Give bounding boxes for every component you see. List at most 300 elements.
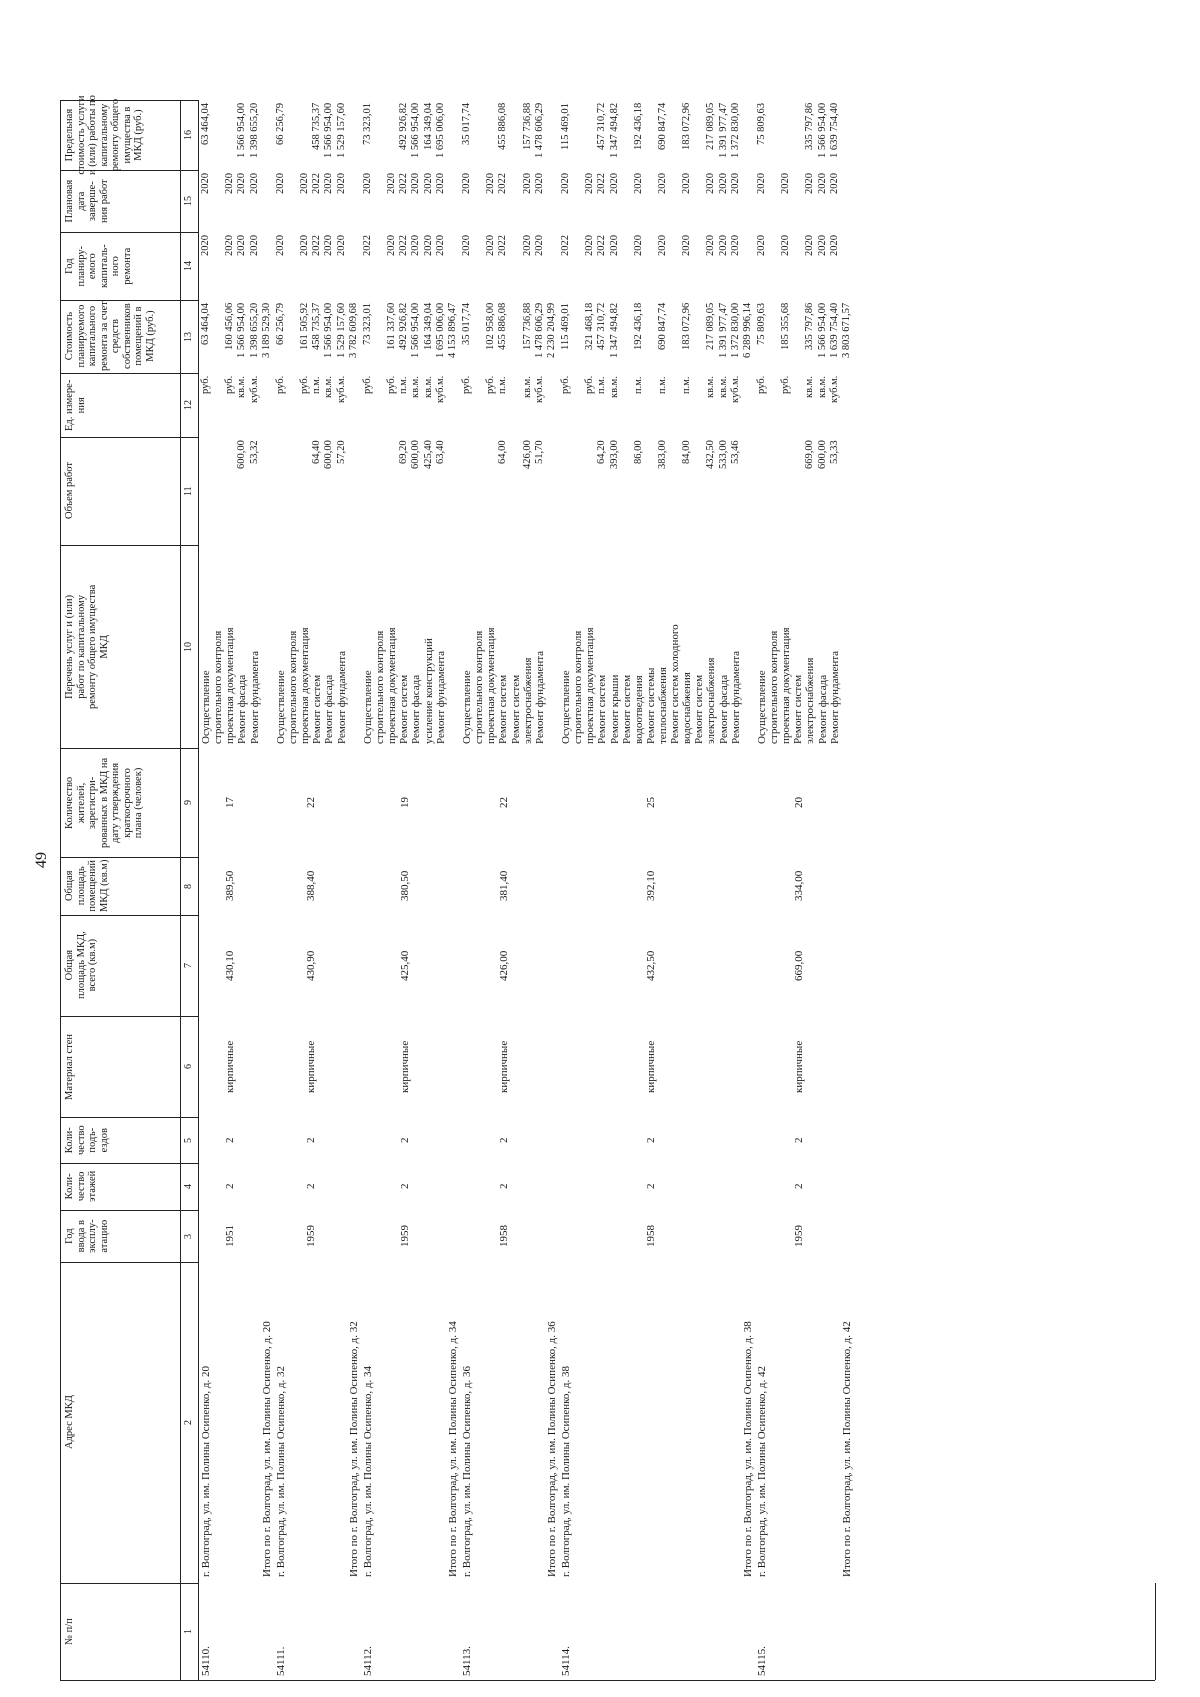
work-cost: 161 337,60 <box>386 303 397 351</box>
work-year: 2022 <box>361 235 373 256</box>
work-volume: 432,50 <box>705 440 717 469</box>
work-volume: 600,00 <box>236 440 248 469</box>
work-year: 2020 <box>533 235 545 256</box>
house-entrances: 2 <box>645 1137 657 1143</box>
column-number-3: 3 <box>183 1233 194 1239</box>
work-year: 2020 <box>335 235 347 256</box>
column-number-13: 13 <box>183 331 194 342</box>
house-entrances: 2 <box>304 1137 317 1143</box>
work-limit-cost: 115 469,01 <box>560 103 571 150</box>
work-name: Ремонт фундамента <box>434 650 447 744</box>
work-unit: руб. <box>361 376 373 395</box>
work-volume: 600,00 <box>410 440 422 469</box>
header-1: № п/п <box>64 1618 75 1645</box>
work-year: 2022 <box>311 235 323 256</box>
work-unit: п.м. <box>311 376 323 394</box>
work-name: Осуществление строительного контроля <box>756 630 780 744</box>
house-wall-material: кирпичные <box>498 1040 510 1093</box>
work-unit: куб.м. <box>828 376 840 404</box>
work-name: усиление конструкций <box>422 638 435 744</box>
work-limit-cost: 1 566 954,00 <box>236 103 248 159</box>
work-unit: кв.м. <box>323 376 335 398</box>
work-limit-cost: 75 809,63 <box>756 103 767 145</box>
work-cost: 1 398 655,20 <box>248 303 260 359</box>
table-rule <box>60 545 198 546</box>
work-year: 2022 <box>398 235 410 256</box>
house-area-total: 430,10 <box>224 950 236 981</box>
table-rule <box>60 748 198 749</box>
work-name: проектная документация <box>386 627 398 744</box>
work-unit: руб. <box>386 376 397 395</box>
house-floors: 2 <box>304 1183 317 1190</box>
table-rule <box>60 1163 198 1164</box>
house-entrances: 2 <box>398 1137 411 1143</box>
work-cost: 457 310,72 <box>596 303 608 351</box>
header-7: Общая площадь МКД, всего (кв.м) <box>64 931 98 1000</box>
house-entrances: 2 <box>498 1137 510 1143</box>
work-volume: 64,00 <box>497 440 509 464</box>
work-end-date: 2020 <box>828 173 840 194</box>
work-limit-cost: 157 736,88 <box>521 103 533 151</box>
work-end-date: 2020 <box>461 173 472 194</box>
work-unit: руб. <box>299 376 310 395</box>
work-volume: 64,20 <box>596 440 608 464</box>
work-year: 2020 <box>410 235 422 256</box>
total-label: Итого по г. Волгоград, ул. им. Полины Осипенко, д. 36 <box>546 1321 558 1577</box>
work-cost: 1 566 954,00 <box>410 303 422 359</box>
work-end-date: 2022 <box>497 173 509 194</box>
header-2: Адрес МКД <box>64 1395 75 1450</box>
header-8: Общая площадь помещений МКД (кв.м) <box>64 859 110 913</box>
work-volume: 69,20 <box>398 440 410 464</box>
work-unit: руб. <box>756 376 767 395</box>
column-number-4: 4 <box>183 1184 194 1189</box>
work-limit-cost: 164 349,04 <box>422 103 434 151</box>
house-wall-material: кирпичные <box>224 1040 236 1093</box>
house-floors: 2 <box>498 1183 510 1190</box>
house-area-rooms: 392,10 <box>645 870 657 902</box>
house-wall-material: кирпичные <box>645 1040 657 1093</box>
work-cost: 1 372 830,00 <box>729 303 741 359</box>
total-label: Итого по г. Волгоград, ул. им. Полины Осипенко, д. 38 <box>742 1321 754 1577</box>
work-year: 2020 <box>422 235 434 256</box>
work-name: Ремонт фундамента <box>533 650 546 744</box>
header-9: Количество жителей, зарегистри- рованных в МКД на дату утверждения краткосрочного плана (человек) <box>64 757 144 848</box>
work-year: 2020 <box>780 235 792 256</box>
work-limit-cost: 335 797,86 <box>804 103 816 151</box>
work-unit: п.м. <box>657 376 668 394</box>
work-year: 2022 <box>596 235 608 256</box>
work-year: 2020 <box>608 235 620 256</box>
table-rule <box>60 915 198 916</box>
total-label: Итого по г. Волгоград, ул. им. Полины Осипенко, д. 42 <box>841 1321 853 1577</box>
work-end-date: 2020 <box>705 173 717 194</box>
work-volume: 600,00 <box>816 440 828 469</box>
column-number-6: 6 <box>183 1064 194 1069</box>
work-end-date: 2020 <box>816 173 828 194</box>
house-floors: 2 <box>224 1183 236 1190</box>
work-year: 2020 <box>386 235 397 256</box>
work-name: Осуществление строительного контроля <box>560 630 584 744</box>
work-name: Ремонт систем электроснабжения <box>693 657 718 744</box>
total-cost: 6 289 996,14 <box>742 303 753 359</box>
work-end-date: 2020 <box>657 173 668 194</box>
house-area-total: 425,40 <box>398 950 411 981</box>
row-number: 54112. <box>361 1646 374 1676</box>
work-end-date: 2020 <box>434 173 446 194</box>
work-limit-cost: 1 398 655,20 <box>248 103 260 159</box>
work-cost: 492 926,82 <box>398 303 410 351</box>
work-name: Ремонт систем <box>596 674 609 744</box>
work-cost: 161 505,92 <box>299 303 310 351</box>
work-name: проектная документация <box>485 627 498 744</box>
work-unit: кв.м. <box>236 376 248 398</box>
work-end-date: 2020 <box>632 173 644 194</box>
house-area-rooms: 334,00 <box>793 870 805 902</box>
work-volume: 53,46 <box>729 440 741 464</box>
work-cost: 75 809,63 <box>756 303 767 345</box>
work-cost: 1 529 157,60 <box>335 303 347 359</box>
header-10: Перечень услуг и (или) работ по капитальному ремонту общего имущества МКД <box>64 584 110 709</box>
work-end-date: 2020 <box>681 173 693 194</box>
work-cost: 164 349,04 <box>422 303 434 351</box>
house-year: 1958 <box>645 1225 657 1247</box>
column-number-14: 14 <box>183 261 194 271</box>
work-limit-cost: 492 926,82 <box>398 103 410 151</box>
table-rule <box>60 1680 1155 1681</box>
header-4: Коли- чество этажей <box>64 1170 98 1203</box>
work-cost: 1 566 954,00 <box>816 303 828 359</box>
house-entrances: 2 <box>224 1137 236 1143</box>
column-number-12: 12 <box>183 400 194 410</box>
total-cost: 3 803 671,57 <box>841 303 852 359</box>
work-limit-cost: 183 072,96 <box>681 103 693 151</box>
address: г. Волгоград, ул. им. Полины Осипенко, д. 36 <box>461 1366 473 1577</box>
work-year: 2020 <box>224 235 236 256</box>
work-name: Ремонт систем <box>311 674 324 744</box>
house-wall-material: кирпичные <box>304 1040 317 1093</box>
column-number-7: 7 <box>183 963 194 968</box>
work-limit-cost: 457 310,72 <box>596 103 608 151</box>
work-end-date: 2020 <box>560 173 571 194</box>
header-14: Год планиру- емого капиталь- ного ремонта <box>64 244 133 288</box>
work-cost: 1 347 494,82 <box>608 303 620 359</box>
work-name: Ремонт систем холодного водоснабжения <box>669 624 694 744</box>
work-volume: 64,40 <box>311 440 323 464</box>
work-unit: кв.м. <box>816 376 828 398</box>
work-name: Ремонт систем <box>497 674 510 744</box>
work-volume: 57,20 <box>335 440 347 464</box>
work-year: 2020 <box>299 235 310 256</box>
house-year: 1958 <box>498 1225 510 1247</box>
work-cost: 66 256,79 <box>274 303 286 345</box>
total-cost: 3 189 529,30 <box>260 303 272 359</box>
work-end-date: 2020 <box>717 173 729 194</box>
work-end-date: 2020 <box>533 173 545 194</box>
column-number-2: 2 <box>183 1420 194 1425</box>
work-name: Ремонт фасада <box>323 674 336 744</box>
work-year: 2020 <box>485 235 497 256</box>
work-end-date: 2020 <box>756 173 767 194</box>
work-unit: кв.м. <box>410 376 422 398</box>
total-label: Итого по г. Волгоград, ул. им. Полины Осипенко, д. 34 <box>447 1321 459 1577</box>
work-end-date: 2022 <box>398 173 410 194</box>
work-name: Осуществление строительного контроля <box>461 630 485 744</box>
work-volume: 426,00 <box>521 440 533 469</box>
work-unit: руб. <box>584 376 596 395</box>
work-limit-cost: 217 089,05 <box>705 103 717 151</box>
work-end-date: 2020 <box>608 173 620 194</box>
work-unit: п.м. <box>632 376 644 394</box>
work-unit: кв.м. <box>717 376 729 398</box>
row-number: 54113. <box>461 1646 473 1676</box>
total-cost: 3 782 609,68 <box>347 303 359 359</box>
work-end-date: 2020 <box>274 173 286 194</box>
work-volume: 63,40 <box>434 440 446 464</box>
work-name: Ремонт фасада <box>717 674 730 744</box>
work-name: Ремонт фундамента <box>729 650 742 744</box>
work-limit-cost: 73 323,01 <box>361 103 373 145</box>
house-wall-material: кирпичные <box>793 1040 805 1093</box>
work-limit-cost: 690 847,74 <box>657 103 668 151</box>
work-name: Ремонт системы теплоснабжения <box>645 667 669 744</box>
column-number-15: 15 <box>183 196 194 206</box>
work-end-date: 2020 <box>361 173 373 194</box>
work-end-date: 2020 <box>729 173 741 194</box>
work-unit: кв.м. <box>705 376 717 398</box>
work-year: 2020 <box>434 235 446 256</box>
work-year: 2022 <box>560 235 571 256</box>
work-volume: 600,00 <box>323 440 335 469</box>
work-volume: 383,00 <box>657 440 668 469</box>
house-area-total: 426,00 <box>498 950 510 981</box>
address: г. Волгоград, ул. им. Полины Осипенко, д. 32 <box>274 1366 287 1577</box>
house-residents: 17 <box>224 797 236 808</box>
work-end-date: 2020 <box>236 173 248 194</box>
work-year: 2020 <box>816 235 828 256</box>
house-area-rooms: 380,50 <box>398 870 411 902</box>
work-end-date: 2020 <box>248 173 260 194</box>
work-cost: 63 464,04 <box>200 303 211 345</box>
work-unit: руб. <box>200 376 211 395</box>
work-end-date: 2020 <box>584 173 596 194</box>
house-residents: 22 <box>304 797 317 808</box>
table-rule <box>60 1583 198 1584</box>
address: г. Волгоград, ул. им. Полины Осипенко, д. 38 <box>560 1366 572 1577</box>
work-end-date: 2022 <box>596 173 608 194</box>
house-area-rooms: 389,50 <box>224 870 236 902</box>
work-year: 2022 <box>497 235 509 256</box>
work-limit-cost: 455 886,08 <box>497 103 509 151</box>
work-name: проектная документация <box>224 627 237 744</box>
table-rule <box>60 857 198 858</box>
work-cost: 321 468,18 <box>584 303 596 351</box>
work-end-date: 2020 <box>521 173 533 194</box>
table-rule <box>60 373 198 374</box>
work-cost: 192 436,18 <box>632 303 644 351</box>
work-year: 2020 <box>584 235 596 256</box>
work-cost: 157 736,88 <box>521 303 533 351</box>
work-cost: 73 323,01 <box>361 303 373 345</box>
work-volume: 669,00 <box>804 440 816 469</box>
work-year: 2020 <box>461 235 472 256</box>
work-cost: 1 566 954,00 <box>323 303 335 359</box>
column-number-8: 8 <box>183 883 194 889</box>
work-cost: 335 797,86 <box>804 303 816 351</box>
work-volume: 425,40 <box>422 440 434 469</box>
row-number: 54114. <box>560 1646 572 1676</box>
work-end-date: 2020 <box>335 173 347 194</box>
house-residents: 19 <box>398 797 411 808</box>
work-volume: 53,32 <box>248 440 260 464</box>
work-volume: 393,00 <box>608 440 620 469</box>
work-end-date: 2022 <box>311 173 323 194</box>
work-name: Ремонт фасада <box>816 674 829 744</box>
header-12: Ед. измере- ния <box>64 379 87 431</box>
work-year: 2020 <box>717 235 729 256</box>
column-number-10: 10 <box>183 641 194 652</box>
table-rule <box>60 100 61 1680</box>
work-unit: п.м. <box>398 376 410 394</box>
house-area-rooms: 388,40 <box>304 870 317 902</box>
work-cost: 1 695 006,00 <box>434 303 446 359</box>
work-cost: 1 391 977,47 <box>717 303 729 359</box>
work-end-date: 2020 <box>422 173 434 194</box>
column-number-9: 9 <box>183 800 194 805</box>
row-number: 54115. <box>756 1646 768 1676</box>
work-unit: руб. <box>224 376 236 395</box>
total-label: Итого по г. Волгоград, ул. им. Полины Осипенко, д. 20 <box>260 1321 273 1577</box>
house-year: 1959 <box>398 1225 411 1247</box>
work-year: 2020 <box>248 235 260 256</box>
house-area-total: 669,00 <box>793 950 805 981</box>
work-end-date: 2020 <box>224 173 236 194</box>
work-cost: 217 089,05 <box>705 303 717 351</box>
house-floors: 2 <box>793 1183 805 1190</box>
work-year: 2020 <box>756 235 767 256</box>
work-year: 2020 <box>705 235 717 256</box>
work-limit-cost: 1 566 954,00 <box>816 103 828 159</box>
table-rule <box>180 100 181 1680</box>
work-end-date: 2020 <box>485 173 497 194</box>
work-limit-cost: 1 347 494,82 <box>608 103 620 159</box>
work-cost: 1 566 954,00 <box>236 303 248 359</box>
table-rule <box>60 1210 198 1211</box>
work-volume: 533,00 <box>717 440 729 469</box>
house-entrances: 2 <box>793 1137 805 1143</box>
work-unit: п.м. <box>497 376 509 394</box>
work-name: Осуществление строительного контроля <box>274 630 299 744</box>
house-floors: 2 <box>645 1183 657 1190</box>
work-year: 2020 <box>521 235 533 256</box>
work-limit-cost: 35 017,74 <box>461 103 472 145</box>
work-limit-cost: 1 566 954,00 <box>410 103 422 159</box>
work-year: 2020 <box>236 235 248 256</box>
work-year: 2020 <box>632 235 644 256</box>
header-16: Предельная стоимость услуги и (или) работы по капитальному ремонту общего имущества в МКД (руб.) <box>64 95 144 175</box>
header-5: Коли- чество подъ- ездов <box>64 1125 110 1155</box>
work-unit: кв.м. <box>521 376 533 398</box>
work-name: Ремонт фундамента <box>828 650 841 744</box>
work-name: Ремонт фундамента <box>335 650 348 744</box>
work-name: Осуществление строительного контроля <box>361 630 386 744</box>
work-name: Ремонт систем водоотведения <box>620 674 645 744</box>
work-cost: 160 456,06 <box>224 303 236 351</box>
work-name: Осуществление строительного контроля <box>200 630 224 744</box>
header-13: Стоимость планируемого капитального ремонта за счет средств собственников помещений в МКД (руб.) <box>64 301 156 372</box>
work-year: 2020 <box>274 235 286 256</box>
work-unit: п.м. <box>596 376 608 394</box>
work-limit-cost: 1 478 606,29 <box>533 103 545 159</box>
work-year: 2020 <box>657 235 668 256</box>
house-residents: 25 <box>645 797 657 808</box>
work-unit: руб. <box>485 376 497 395</box>
table-rule <box>198 100 199 1680</box>
work-unit: куб.м. <box>533 376 545 404</box>
house-year: 1959 <box>793 1225 805 1247</box>
work-cost: 183 072,96 <box>681 303 693 351</box>
work-unit: руб. <box>274 376 286 395</box>
header-6: Материал стен <box>64 1033 75 1100</box>
work-volume: 84,00 <box>681 440 693 464</box>
table-rule <box>60 1262 198 1263</box>
work-name: Ремонт систем <box>398 674 411 744</box>
work-year: 2020 <box>828 235 840 256</box>
work-name: Ремонт фундамента <box>248 650 261 744</box>
work-unit: куб.м. <box>434 376 446 404</box>
work-year: 2020 <box>681 235 693 256</box>
work-name: проектная документация <box>780 627 793 744</box>
column-number-5: 5 <box>183 1137 194 1143</box>
work-limit-cost: 1 529 157,60 <box>335 103 347 159</box>
work-name: проектная документация <box>584 627 597 744</box>
column-number-16: 16 <box>183 130 194 140</box>
work-cost: 35 017,74 <box>461 303 472 345</box>
table-rule <box>60 1016 198 1017</box>
work-cost: 690 847,74 <box>657 303 668 351</box>
work-limit-cost: 1 566 954,00 <box>323 103 335 159</box>
total-cost: 4 153 896,47 <box>447 303 458 359</box>
house-area-total: 430,90 <box>304 950 317 981</box>
table-rule <box>1155 1583 1156 1680</box>
work-year: 2020 <box>323 235 335 256</box>
total-cost: 2 230 204,99 <box>546 303 557 359</box>
work-unit: куб.м. <box>248 376 260 404</box>
work-volume: 53,33 <box>828 440 840 464</box>
work-name: Ремонт систем электроснабжения <box>509 657 534 744</box>
header-15: Плановая дата заверше- ния работ <box>64 179 110 223</box>
row-number: 54111. <box>274 1646 287 1676</box>
work-limit-cost: 192 436,18 <box>632 103 644 151</box>
work-unit: кв.м. <box>608 376 620 398</box>
work-year: 2020 <box>804 235 816 256</box>
work-end-date: 2020 <box>299 173 310 194</box>
work-name: Ремонт фасада <box>236 674 249 744</box>
work-unit: руб. <box>461 376 472 395</box>
work-limit-cost: 1 639 754,40 <box>828 103 840 159</box>
work-name: Ремонт крыши <box>608 674 621 744</box>
house-area-rooms: 381,40 <box>498 870 510 902</box>
table-rule <box>60 437 198 438</box>
work-unit: кв.м. <box>804 376 816 398</box>
work-cost: 1 639 754,40 <box>828 303 840 359</box>
house-wall-material: кирпичные <box>398 1040 411 1093</box>
work-unit: руб. <box>780 376 792 395</box>
page-number: 49 <box>33 852 50 868</box>
house-residents: 20 <box>793 797 805 808</box>
work-limit-cost: 458 735,37 <box>311 103 323 151</box>
header-3: Год ввода в эксплу- атацию <box>64 1219 110 1253</box>
